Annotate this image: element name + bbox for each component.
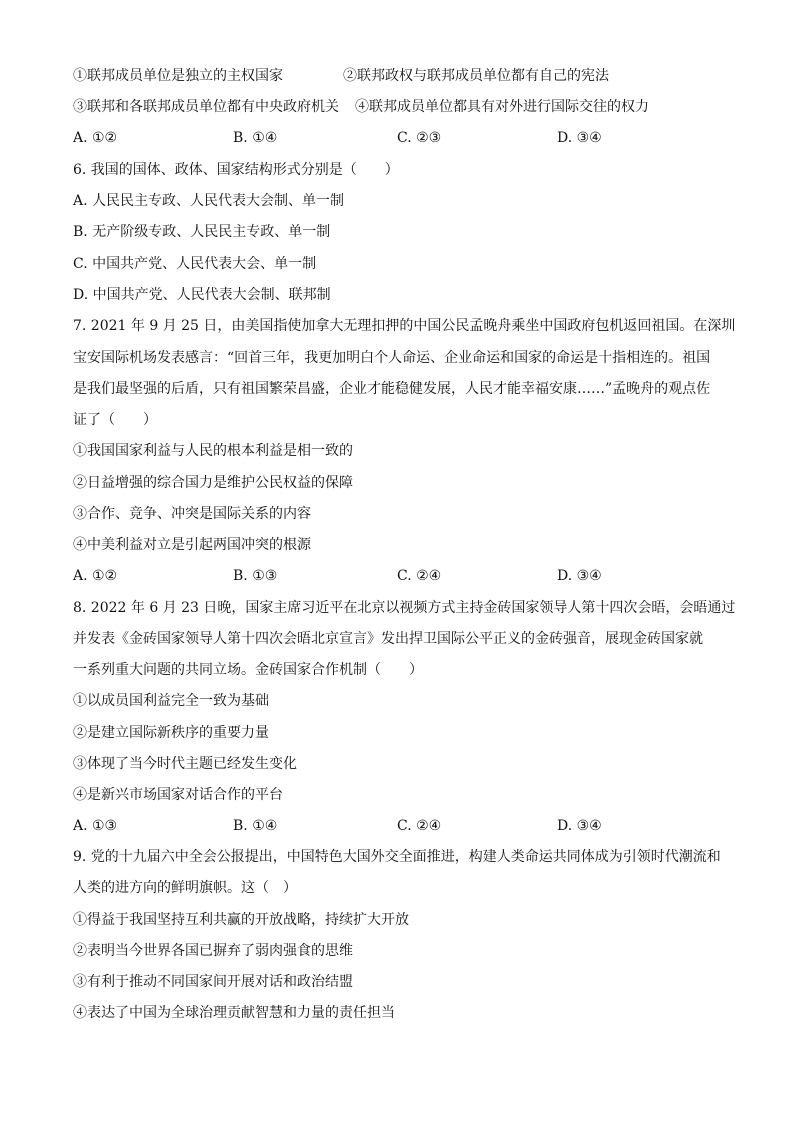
q7-stem-line-4: 证了（ ）: [73, 412, 157, 428]
prev-statement-2: ②联邦政权与联邦成员单位都有自己的宪法: [343, 68, 609, 84]
q9-stem-line-1: 9. 党的十九届六中全会公报提出，中国特色大国外交全面推进，构建人类命运共同体成为引领时代潮流和: [73, 849, 721, 865]
q9-statement-1: ①得益于我国坚持互利共赢的开放战略，持续扩大开放: [73, 912, 409, 928]
q8-stem-line-3: 一系列重大问题的共同立场。金砖国家合作机制（ ）: [73, 662, 423, 678]
prev-statement-4: ④联邦成员单位都具有对外进行国际交往的权力: [355, 99, 649, 115]
q9-statement-4: ④表达了中国为全球治理贡献智慧和力量的责任担当: [73, 1005, 395, 1021]
option-b: B. ①④: [233, 130, 278, 146]
option-a: A. ①②: [73, 568, 118, 584]
q8-options: [0, 817, 794, 835]
q6-stem: 6. 我国的国体、政体、国家结构形式分别是（ ）: [73, 162, 399, 178]
q6-choice-a: A. 人民民主专政、人民代表大会制、单一制: [73, 193, 345, 209]
prev-statement-3: ③联邦和各联邦成员单位都有中央政府机关: [73, 99, 339, 115]
option-c: C. ②③: [397, 130, 442, 146]
q7-stem-line-1: 7. 2021 年 9 月 25 日，由美国指使加拿大无理扣押的中国公民孟晚舟乘坐中国政府包机返回祖国。在深圳: [73, 318, 736, 334]
q8-stem-line-2: 并发表《金砖国家领导人第十四次会晤北京宣言》发出捍卫国际公平正义的金砖强音，展现金砖国家就: [73, 631, 703, 647]
option-a: A. ①②: [73, 130, 118, 146]
option-a: A. ①③: [73, 818, 118, 834]
option-c: C. ②④: [397, 818, 442, 834]
q7-statement-3: ③合作、竞争、冲突是国际关系的内容: [73, 506, 311, 522]
option-c: C. ②④: [397, 568, 442, 584]
q8-statement-4: ④是新兴市场国家对话合作的平台: [73, 787, 283, 803]
q7-stem-line-2: 宝安国际机场发表感言：“回首三年，我更加明白个人命运、企业命运和国家的命运是十指相连的。祖国: [73, 350, 711, 366]
q7-statement-4: ④中美利益对立是引起两国冲突的根源: [73, 537, 311, 553]
q6-choice-c: C. 中国共产党、人民代表大会、单一制: [73, 256, 317, 272]
q8-statement-1: ①以成员国利益完全一致为基础: [73, 693, 269, 709]
q6-choice-d: D. 中国共产党、人民代表大会制、联邦制: [73, 287, 331, 303]
q8-statement-2: ②是建立国际新秩序的重要力量: [73, 725, 269, 741]
option-b: B. ①④: [233, 818, 278, 834]
q7-options: [0, 567, 794, 585]
q7-statement-2: ②日益增强的综合国力是维护公民权益的保障: [73, 475, 353, 491]
option-d: D. ③④: [557, 130, 602, 146]
option-b: B. ①③: [233, 568, 278, 584]
q9-statement-2: ②表明当今世界各国已摒弃了弱肉强食的思维: [73, 943, 353, 959]
prev-options: [0, 129, 794, 147]
q7-stem-line-3: 是我们最坚强的后盾，只有祖国繁荣昌盛，企业才能稳健发展，人民才能幸福安康……”孟晚舟的观点佐: [73, 381, 711, 397]
q8-stem-line-1: 8. 2022 年 6 月 23 日晚，国家主席习近平在北京以视频方式主持金砖国家领导人第十四次会晤，会晤通过: [73, 600, 736, 616]
q6-choice-b: B. 无产阶级专政、人民民主专政、单一制: [73, 224, 331, 240]
q7-statement-1: ①我国国家利益与人民的根本利益是相一致的: [73, 443, 353, 459]
prev-statement-1: ①联邦成员单位是独立的主权国家: [73, 68, 283, 84]
q9-stem-line-2: 人类的进方向的鲜明旗帜。这（ ）: [73, 880, 297, 896]
q9-statement-3: ③有利于推动不同国家间开展对话和政治结盟: [73, 974, 353, 990]
option-d: D. ③④: [557, 818, 602, 834]
q8-statement-3: ③体现了当今时代主题已经发生变化: [73, 756, 297, 772]
option-d: D. ③④: [557, 568, 602, 584]
